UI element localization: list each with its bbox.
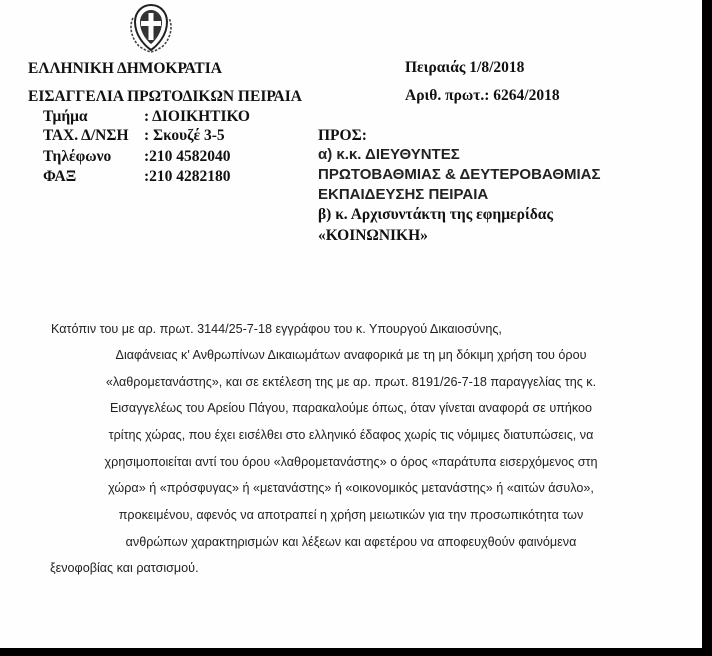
field-label-department: Τμήμα bbox=[43, 108, 88, 125]
field-label-phone: Τηλέφωνο bbox=[43, 148, 112, 165]
body-line: χρησιμοποιείται αντί του όρου «λαθρομετανάστης» ο όρος «παράτυπα εισερχόμενος στη bbox=[104, 455, 598, 469]
recipient-line: ΕΚΠΑΙΔΕΥΣΗΣ ΠΕΙΡΑΙΑ bbox=[318, 186, 489, 203]
body-line: «λαθρομετανάστης», και σε εκτέλεση της με αρ. πρωτ. 8191/26-7-18 παραγγελίας της κ. bbox=[105, 375, 597, 389]
greek-coat-of-arms-icon bbox=[124, 2, 178, 54]
recipient-line: β) κ. Αρχισυντάκτη της εφημερίδας bbox=[318, 206, 553, 223]
recipient-line: ΠΡΩΤΟΒΑΘΜΙΑΣ & ΔΕΥΤΕΡΟΒΑΘΜΙΑΣ bbox=[318, 166, 601, 183]
body-line: χώρα» ή «πρόσφυγας» ή «μετανάστης» ή «οικονομικός μετανάστης» ή «αιτών άσυλο», bbox=[108, 481, 594, 495]
body-line: ανθρώπων χαρακτηρισμών και λέξεων και αφετέρου να αποφευχθούν φαινόμενα bbox=[125, 535, 577, 549]
field-value-department: : ΔΙΟΙΚΗΤΙΚΟ bbox=[144, 108, 250, 125]
protocol-number: Αριθ. πρωτ.: 6264/2018 bbox=[405, 87, 560, 104]
body-line: προκειμένου, αφενός να αποτραπεί η χρήση μειωτικών για την προσωπικότητα των bbox=[118, 508, 584, 522]
country-title: ΕΛΛΗΝΙΚΗ ΔΗΜΟΚΡΑΤΙΑ bbox=[28, 60, 222, 77]
body-line: ξενοφοβίας και ρατσισμού. bbox=[50, 561, 199, 575]
body-line: τρίτης χώρας, που έχει εισέλθει στο ελληνικό έδαφος χωρίς τις νόμιμες διατυπώσεις, να bbox=[108, 428, 594, 442]
field-value-phone: :210 4582040 bbox=[144, 148, 231, 165]
office-title: ΕΙΣΑΓΓΕΛΙΑ ΠΡΩΤΟΔΙΚΩΝ ΠΕΙΡΑΙΑ bbox=[28, 88, 302, 105]
field-label-fax: ΦΑΞ bbox=[43, 168, 77, 185]
place-date: Πειραιάς 1/8/2018 bbox=[405, 59, 525, 76]
body-line: Διαφάνειας κ' Ανθρωπίνων Δικαιωμάτων αναφορικά με τη μη δόκιμη χρήση του όρου bbox=[115, 348, 587, 362]
recipient-line: α) κ.κ. ΔΙΕΥΘΥΝΤΕΣ bbox=[318, 146, 460, 163]
body-line: Κατόπιν του με αρ. πρωτ. 3144/25-7-18 εγγράφου του κ. Υπουργού Δικαιοσύνης, bbox=[51, 322, 502, 336]
field-value-address: : Σκουζέ 3-5 bbox=[144, 127, 225, 144]
recipients-label: ΠΡΟΣ: bbox=[318, 127, 367, 144]
recipient-line: «ΚΟΙΝΩΝΙΚΗ» bbox=[318, 227, 428, 244]
body-line: Εισαγγελέως του Αρείου Πάγου, παρακαλούμε όπως, όταν γίνεται αναφορά σε υπήκοο bbox=[109, 401, 593, 415]
field-label-address: ΤΑΧ. Δ/ΝΣΗ bbox=[43, 127, 129, 144]
field-value-fax: :210 4282180 bbox=[144, 168, 231, 185]
